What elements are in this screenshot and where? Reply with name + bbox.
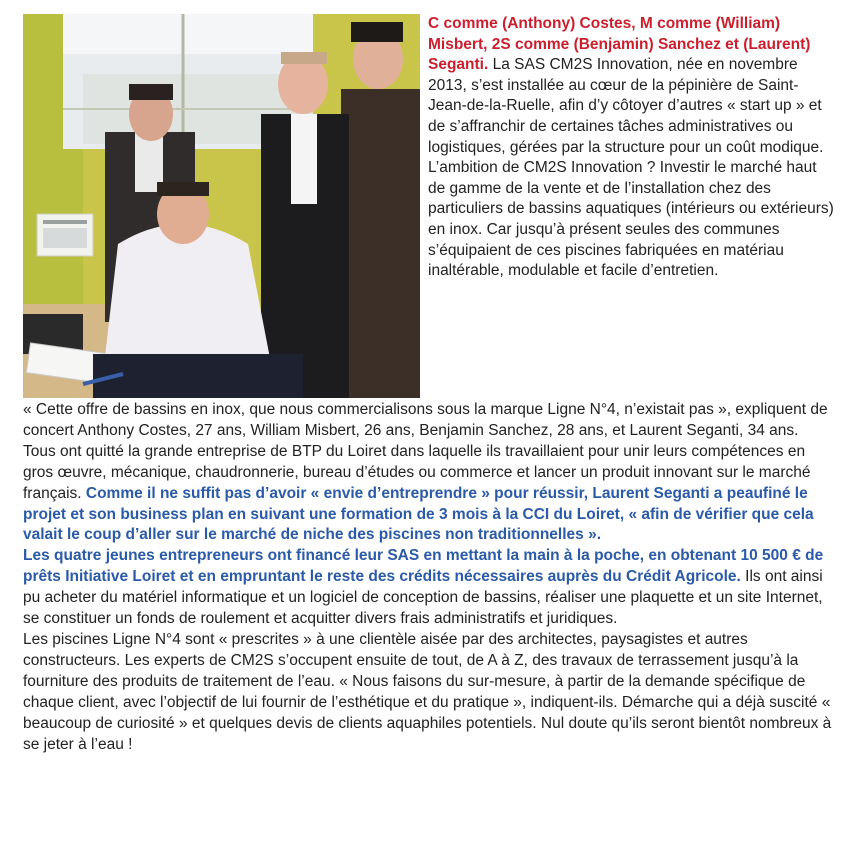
paragraph-3: Les piscines Ligne N°4 sont « prescrites » à une clientèle aisée par des architectes, paysagistes et autres constructeurs. Les experts de CM2S s’occupent ensuite de tout, de A à Z, des travaux de terrassement jusqu’à la fourniture des produits de traitement de l’eau. « Nous faisons du sur-mesure, à partir de la demande spécifique de chaque client, avec l’objectif de lui fournir de l’esthétique et du pratique », indiquent-ils. Démarche qui a déjà suscité « beaucoup de curiosité » et quelques devis de clients aquaphiles potentiels. Nul doute qu’ils seront bientôt nombreux à se jeter à l’eau ! — [23, 630, 832, 753]
team-photo — [23, 14, 420, 398]
paragraph-2-highlight: Les quatre jeunes entrepreneurs ont financé leur SAS en mettant la main à la poche, en obtenant 10 500 € de prêts Initiative Loiret et en empruntant le reste des crédits nécessaires auprès du Crédit Agricole. — [23, 547, 824, 586]
intro-text: La SAS CM2S Innovation, née en novembre 2013, s’est installée au cœur de la pépinière de Saint-Jean-de-la-Ruelle, afin d’y côtoyer d’autres « start up » et de s’affranchir de certaines tâches administratives ou logistiques, gérées par la structure pour un coût modique. L’ambition de CM2S Innovation ? Investir le marché haut de gamme de la vente et de l’installation chez des particuliers de bassins aquatiques (intérieurs ou extérieurs) en inox. Car jusqu’à présent seules des communes s’équipaient de ces piscines fabriquées en matériau inaltérable, modulable et facile d’entretien. — [428, 56, 834, 280]
paragraph-1-text: « Cette offre de bassins en inox, que nous commercialisons sous la marque Ligne N°4, n’existait pas », expliquent de concert Anthony Costes, 27 ans, William Misbert, 26 ans, Benjamin Sanchez, 28 ans, et Laurent Seganti, 34 ans. Tous ont quitté la grande entreprise de BTP du Loiret dans laquelle ils travaillaient pour unir leurs compétences en gros œuvre, mécanique, chaudronnerie, bureau d’études ou commerce et lancer un produit innovant sur le marché français. — [23, 401, 828, 502]
paragraph-2-text: Ils ont ainsi pu acheter du matériel informatique et un logiciel de conception de bassins, réaliser une plaquette et un site Internet, se constituer un fonds de roulement et acquitter divers frais administratifs et juridiques. — [23, 568, 823, 628]
intro-highlight: C comme (Anthony) Costes, M comme (William) Misbert, 2S comme (Benjamin) Sanchez et (Laurent) Seganti. — [428, 15, 811, 74]
article-body — [23, 400, 835, 755]
paragraph-1-highlight: Comme il ne suffit pas d’avoir « envie d’entreprendre » pour réussir, Laurent Seganti a peaufiné le projet et son business plan en suivant une formation de 3 mois à la CCI du Loiret, « afin de vérifier que cela valait le coup d’aller sur le marché de niche des piscines non traditionnelles ». — [23, 484, 814, 544]
paragraph-2 — [23, 546, 835, 630]
intro-paragraph — [428, 14, 836, 282]
paragraph-1 — [23, 400, 835, 546]
